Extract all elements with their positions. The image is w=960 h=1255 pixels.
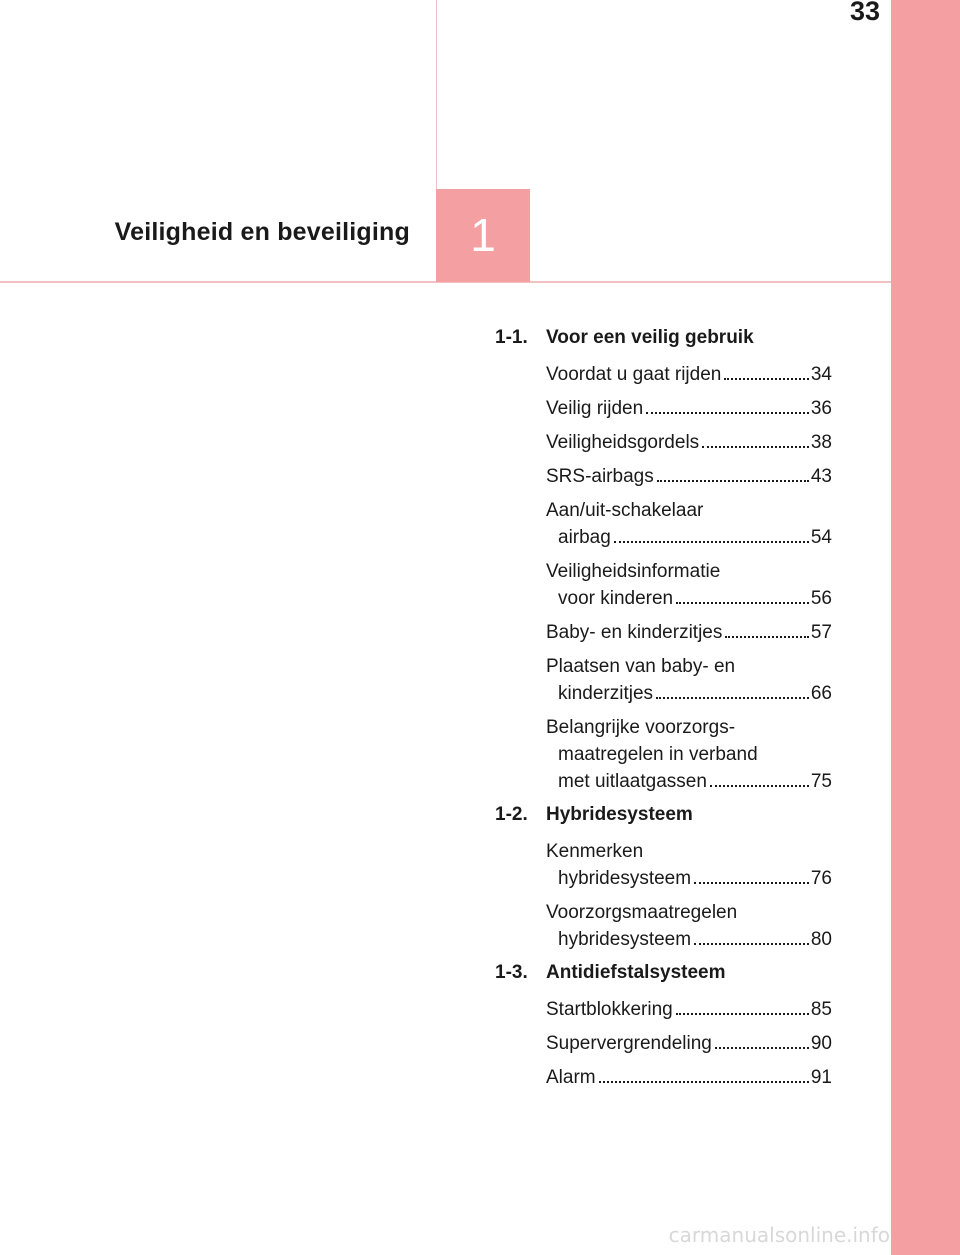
toc-entry-line-with-page: [546, 585, 832, 612]
toc-entry-page: 36: [810, 398, 832, 419]
section-title: Hybridesysteem: [546, 804, 693, 825]
toc-entry[interactable]: [546, 463, 832, 490]
toc-entry-line-with-page: [546, 395, 832, 422]
toc-entry[interactable]: [546, 653, 832, 707]
toc-entry-label: Startblokkering: [546, 999, 673, 1020]
chapter-number-box: 1: [436, 189, 530, 282]
toc-entry-label: Baby- en kinderzitjes: [546, 622, 723, 643]
toc-entry-page: 76: [810, 868, 832, 889]
toc-entry[interactable]: [546, 395, 832, 422]
toc-entry-label: Veiligheidsgordels: [546, 432, 700, 453]
toc-entry-label: Plaatsen van baby- en: [546, 656, 736, 677]
dot-leader: [676, 1012, 809, 1015]
page-number: 33: [849, 0, 880, 26]
toc-entry-label: Voorzorgsmaatregelen: [546, 902, 738, 923]
toc-entry[interactable]: [546, 619, 832, 646]
toc-entry-line-with-page: [546, 619, 832, 646]
toc-entry-line-with-page: [546, 524, 832, 551]
toc-entry-label: Kenmerken: [546, 841, 644, 862]
toc-entry-line-with-page: [546, 361, 832, 388]
section-title: Voor een veilig gebruik: [546, 327, 754, 348]
toc-entry[interactable]: [546, 497, 832, 551]
toc-entry[interactable]: [546, 1064, 832, 1091]
dot-leader: [614, 540, 809, 543]
toc-entry[interactable]: [546, 899, 832, 953]
toc-entry-label: voor kinderen: [558, 588, 674, 609]
dot-leader: [702, 445, 809, 448]
toc-entry-line-with-page: [546, 865, 832, 892]
section-number: 1-1.: [495, 327, 528, 348]
section-title: Antidiefstalsysteem: [546, 962, 726, 983]
toc-entry-page: 43: [810, 466, 832, 487]
watermark: carmanualsonline.info: [668, 1223, 890, 1247]
toc-entry-label: airbag: [558, 527, 611, 548]
dot-leader: [656, 696, 809, 699]
toc-entry-label: Veiligheidsinformatie: [546, 561, 721, 582]
dot-leader: [694, 881, 809, 884]
toc-entry-page: 34: [810, 364, 832, 385]
toc-entry-label: Supervergrendeling: [546, 1033, 712, 1054]
toc-entry-label: SRS-airbags: [546, 466, 654, 487]
toc-entry-label: met uitlaatgassen: [558, 771, 707, 792]
toc-entry[interactable]: [546, 429, 832, 456]
toc-entry-page: 66: [810, 683, 832, 704]
dot-leader: [724, 377, 809, 380]
toc-entry-label: Voordat u gaat rijden: [546, 364, 722, 385]
toc-entry[interactable]: [546, 838, 832, 892]
toc-entry-line-with-page: [546, 463, 832, 490]
chapter-title: Veiligheid en beveiliging: [114, 218, 410, 246]
dot-leader: [715, 1046, 809, 1049]
toc-entry-page: 91: [810, 1067, 832, 1088]
dot-leader: [599, 1080, 809, 1083]
toc-entry[interactable]: [546, 996, 832, 1023]
toc-entry-page: 90: [810, 1033, 832, 1054]
toc-entry[interactable]: [546, 714, 832, 795]
toc-entry-line-with-page: [546, 768, 832, 795]
toc-entry-page: 57: [810, 622, 832, 643]
toc-entry-line-with-page: [546, 680, 832, 707]
toc-entry[interactable]: [546, 558, 832, 612]
toc-entry-label: Veilig rijden: [546, 398, 644, 419]
toc-entry-label: Belangrijke voorzorgs-: [546, 717, 736, 738]
toc-entry-page: 56: [810, 588, 832, 609]
toc-entry-line-with-page: [546, 926, 832, 953]
toc-entry-label: kinderzitjes: [558, 683, 654, 704]
toc-entry-label: maatregelen in verband: [558, 744, 758, 765]
dot-leader: [646, 411, 809, 414]
toc-entry-page: 75: [810, 771, 832, 792]
toc-entry-line-with-page: [546, 1030, 832, 1057]
toc-entry[interactable]: [546, 361, 832, 388]
dot-leader: [725, 635, 808, 638]
toc-entry-page: 38: [810, 432, 832, 453]
dot-leader: [676, 601, 809, 604]
dot-leader: [657, 479, 809, 482]
section-number: 1-2.: [495, 804, 528, 825]
toc-entry-line-with-page: [546, 996, 832, 1023]
toc-entry-label: hybridesysteem: [558, 868, 692, 889]
toc-entry-line-with-page: [546, 1064, 832, 1091]
chapter-side-tab: [891, 0, 960, 1255]
dot-leader: [710, 784, 809, 787]
toc-entry-page: 80: [810, 929, 832, 950]
toc-entry-line-with-page: [546, 429, 832, 456]
toc-entry-label: Alarm: [546, 1067, 596, 1088]
toc-entry-page: 54: [810, 527, 832, 548]
toc-entry[interactable]: [546, 1030, 832, 1057]
dot-leader: [694, 942, 809, 945]
toc-entry-label: Aan/uit-schakelaar: [546, 500, 704, 521]
toc-entry-label: hybridesysteem: [558, 929, 692, 950]
section-number: 1-3.: [495, 962, 528, 983]
toc-entry-page: 85: [810, 999, 832, 1020]
